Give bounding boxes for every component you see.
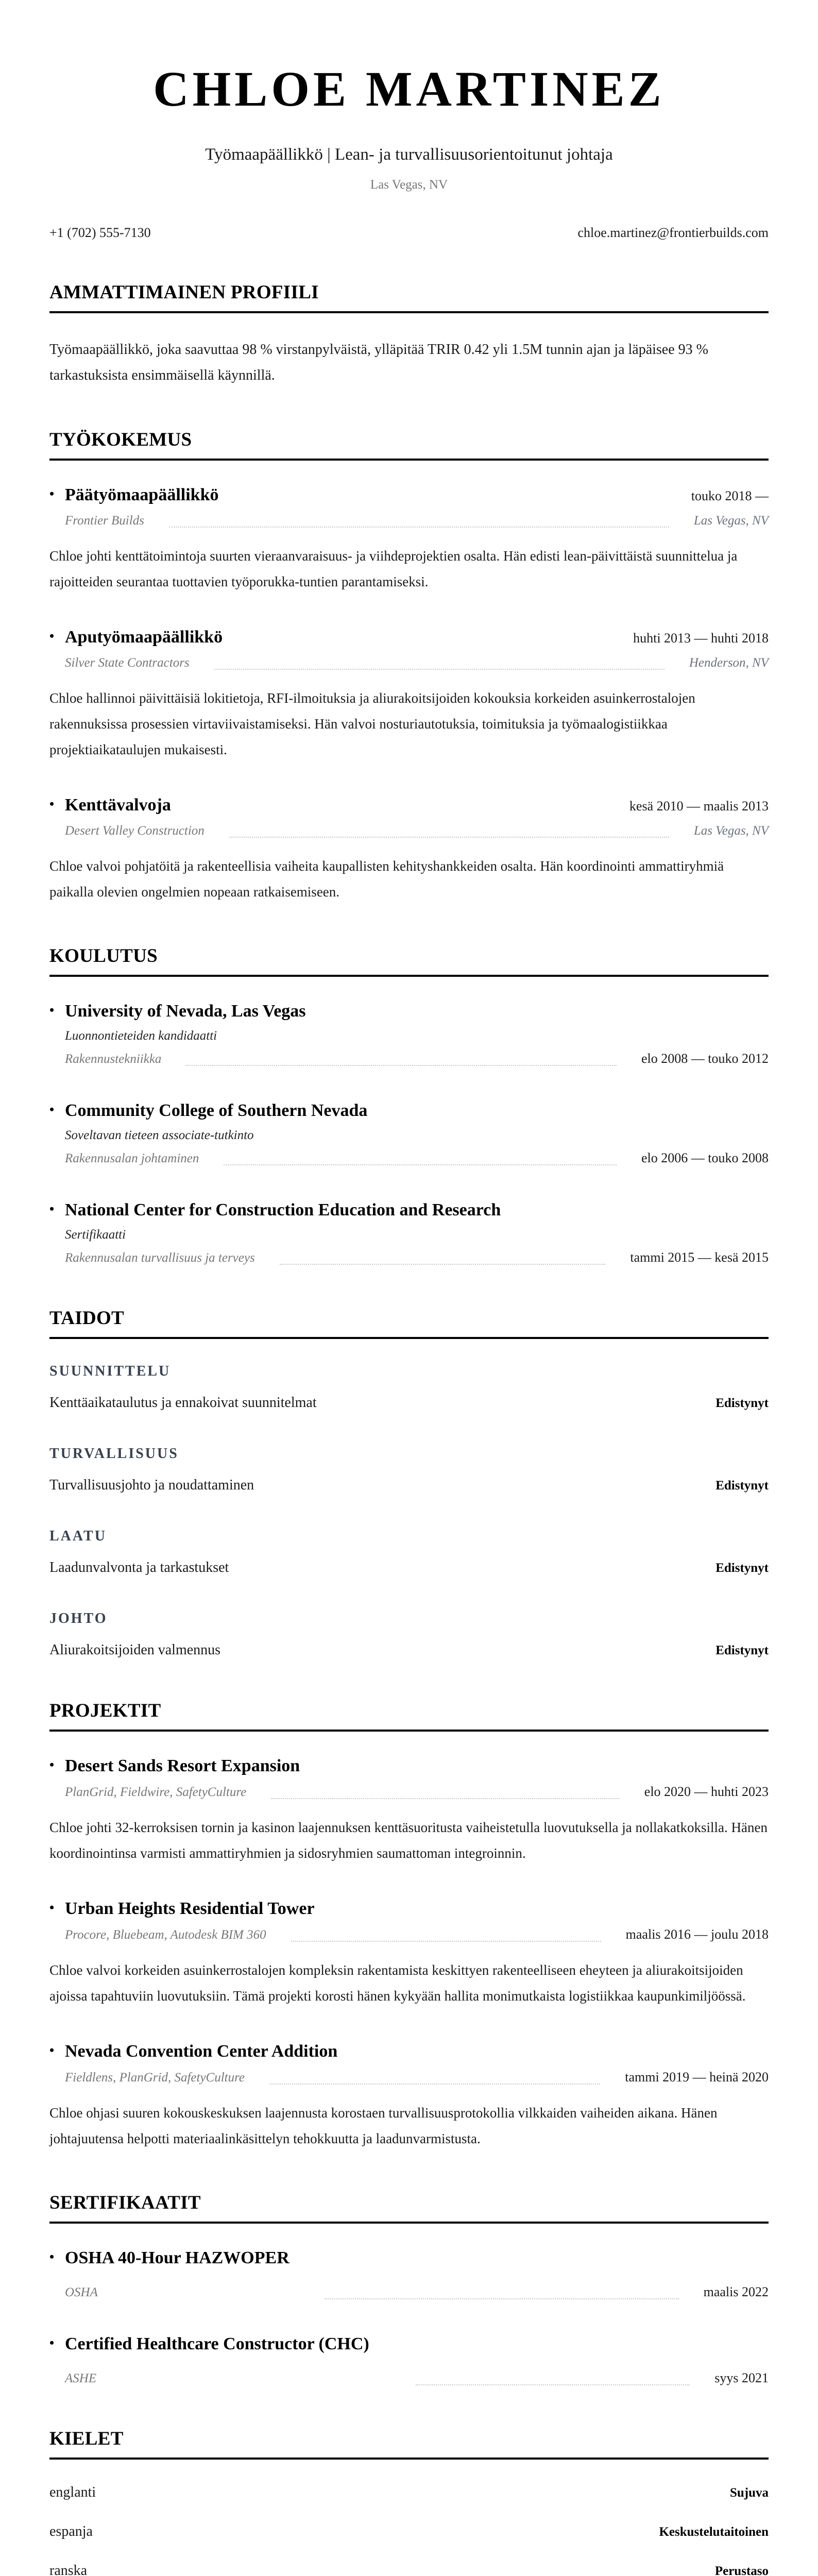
degree: Soveltavan tieteen associate-tutkinto bbox=[65, 1128, 254, 1142]
language-level: Sujuva bbox=[729, 2486, 769, 2500]
header-location: Las Vegas, NV bbox=[370, 178, 448, 192]
phone-number[interactable]: +1 (702) 555-7130 bbox=[49, 225, 151, 240]
job-dates: kesä 2010 — maalis 2013 bbox=[629, 799, 769, 814]
language-name: espanja bbox=[49, 2523, 93, 2539]
section-title: KIELET bbox=[49, 2428, 124, 2449]
project-tools: Procore, Bluebeam, Autodesk BIM 360 bbox=[65, 1928, 266, 1942]
degree: Luonnontieteiden kandidaatti bbox=[65, 1029, 217, 1043]
field-of-study: Rakennustekniikka bbox=[65, 1052, 162, 1066]
section-title: KOULUTUS bbox=[49, 945, 158, 967]
skills-list bbox=[49, 1363, 769, 1659]
dotted-leader bbox=[214, 669, 664, 670]
institution-name: National Center for Construction Education and Research bbox=[65, 1200, 501, 1219]
company-name: Silver State Contractors bbox=[65, 656, 190, 670]
headline: Työmaapäällikkö | Lean- ja turvallisuusorientoitunut johtaja bbox=[205, 145, 613, 164]
bullet-icon: • bbox=[49, 2335, 55, 2350]
certification-name: OSHA 40-Hour HAZWOPER bbox=[65, 2248, 289, 2267]
job-location: Las Vegas, NV bbox=[693, 514, 769, 528]
language-name: ranska bbox=[49, 2563, 88, 2576]
education-item bbox=[49, 1001, 769, 1068]
languages-list bbox=[49, 2483, 769, 2576]
skill-level: Edistynyt bbox=[715, 1561, 769, 1575]
company-name: Desert Valley Construction bbox=[65, 824, 204, 838]
section-divider bbox=[49, 459, 769, 461]
job-title: Kenttävalvoja bbox=[65, 795, 171, 815]
bullet-icon: • bbox=[49, 629, 55, 643]
skill-category: TURVALLISUUS bbox=[49, 1446, 179, 1462]
dotted-leader bbox=[224, 1164, 617, 1165]
bullet-icon: • bbox=[49, 796, 55, 811]
certification-date: syys 2021 bbox=[714, 2370, 769, 2385]
language-name: englanti bbox=[49, 2484, 96, 2500]
skill-level: Edistynyt bbox=[715, 1396, 769, 1410]
bullet-icon: • bbox=[49, 1757, 55, 1772]
certification-issuer: ASHE bbox=[65, 2371, 97, 2385]
bullet-icon: • bbox=[49, 2249, 55, 2264]
skill-group bbox=[49, 1445, 769, 1495]
certification-date: maalis 2022 bbox=[703, 2284, 769, 2299]
job-dates: huhti 2013 — huhti 2018 bbox=[633, 631, 769, 646]
skill-level: Edistynyt bbox=[715, 1643, 769, 1657]
section-profile bbox=[49, 281, 769, 388]
dotted-leader bbox=[416, 2384, 690, 2385]
language-item bbox=[49, 2522, 769, 2541]
language-item bbox=[49, 2483, 769, 2502]
certification-issuer: OSHA bbox=[65, 2285, 98, 2299]
project-dates: tammi 2019 — heinä 2020 bbox=[625, 2070, 769, 2084]
project-tools: PlanGrid, Fieldwire, SafetyCulture bbox=[65, 1785, 247, 1799]
dotted-leader bbox=[325, 2298, 679, 2299]
job-title: Aputyömaapäällikkö bbox=[65, 628, 223, 647]
profile-summary: Työmaapäällikkö, joka saavuttaa 98 % virstanpylväistä, ylläpitää TRIR 0.42 yli 1.5M tunnin ajan ja läpäisee 93 % tarkastuksista ensimmäisellä käynnillä. bbox=[49, 342, 708, 383]
education-dates: elo 2008 — touko 2012 bbox=[641, 1051, 769, 1066]
job-description: Chloe valvoi pohjatöitä ja rakenteellisia vaiheita kaupallisten kehityshankkeiden osalta. Hän koordinointi ammattiryhmiä paikalla olevien ongelmien nopeaan ratkaisemiseen. bbox=[49, 858, 724, 900]
section-projects bbox=[49, 1700, 769, 2151]
education-list bbox=[49, 1001, 769, 1267]
job-location: Las Vegas, NV bbox=[693, 824, 769, 838]
section-divider bbox=[49, 311, 769, 313]
section-divider bbox=[49, 2222, 769, 2224]
institution-name: Community College of Southern Nevada bbox=[65, 1101, 368, 1120]
section-divider bbox=[49, 2458, 769, 2460]
dotted-leader bbox=[186, 1065, 617, 1066]
project-dates: elo 2020 — huhti 2023 bbox=[644, 1784, 769, 1799]
skill-name: Aliurakoitsijoiden valmennus bbox=[49, 1642, 221, 1658]
skill-category: SUUNNITTELU bbox=[49, 1363, 171, 1379]
institution-name: University of Nevada, Las Vegas bbox=[65, 1002, 306, 1021]
resume-header bbox=[49, 0, 769, 241]
section-certifications bbox=[49, 2192, 769, 2387]
language-item bbox=[49, 2562, 769, 2576]
project-dates: maalis 2016 — joulu 2018 bbox=[625, 1927, 769, 1942]
experience-item bbox=[49, 626, 769, 762]
job-dates: touko 2018 — bbox=[691, 488, 769, 503]
section-education bbox=[49, 945, 769, 1267]
certification-name: Certified Healthcare Constructor (CHC) bbox=[65, 2334, 369, 2353]
bullet-icon: • bbox=[49, 1201, 55, 1216]
skill-category: JOHTO bbox=[49, 1611, 108, 1626]
bullet-icon: • bbox=[49, 1900, 55, 1915]
dotted-leader bbox=[229, 837, 669, 838]
project-tools: Fieldlens, PlanGrid, SafetyCulture bbox=[65, 2071, 245, 2084]
section-title: PROJEKTIT bbox=[49, 1700, 161, 1721]
project-description: Chloe valvoi korkeiden asuinkerrostalojen kompleksin rakentamista keskittyen rakenteelliseen eheyteen ja aliurakoitsijoiden ajoissa tapahtuviin luovutuksiin. Tämä projekti korosti hänen kykyään hallita monimutkaista logistiikkaa kaupunkimiljöössä. bbox=[49, 1962, 746, 2004]
language-level: Perustaso bbox=[714, 2564, 769, 2576]
company-name: Frontier Builds bbox=[65, 514, 144, 528]
bullet-icon: • bbox=[49, 486, 55, 501]
project-name: Nevada Convention Center Addition bbox=[65, 2042, 338, 2061]
skill-group bbox=[49, 1363, 769, 1412]
experience-item bbox=[49, 484, 769, 595]
job-title: Päätyömaapäällikkö bbox=[65, 485, 219, 504]
education-item bbox=[49, 1100, 769, 1167]
degree: Sertifikaatti bbox=[65, 1228, 126, 1242]
project-item bbox=[49, 1755, 769, 1866]
job-description: Chloe hallinnoi päivittäisiä lokitietoja, RFI-ilmoituksia ja aliurakoitsijoiden kokouksia korkeiden asuinkerrostalojen rakennuksissa prosessien virtaviivaistamiseksi. Hän valvoi nosturiautotuksia, toimituksia ja työmaalogistiikkaa projektiaikataulujen mukaisesti. bbox=[49, 690, 695, 757]
bullet-icon: • bbox=[49, 1102, 55, 1117]
bullet-icon: • bbox=[49, 1003, 55, 1018]
section-languages bbox=[49, 2428, 769, 2576]
skill-category: LAATU bbox=[49, 1528, 107, 1544]
language-level: Keskustelutaitoinen bbox=[659, 2525, 769, 2539]
candidate-name: CHLOE MARTINEZ bbox=[153, 61, 665, 116]
job-description: Chloe johti kenttätoimintoja suurten vieraanvaraisuus- ja viihdeprojektien osalta. Hän edisti lean-päivittäistä suunnittelua ja rajoitteiden seurantaa tuottavien työporukka-tuntien parantamiseksi. bbox=[49, 548, 738, 589]
section-divider bbox=[49, 1730, 769, 1732]
education-dates: tammi 2015 — kesä 2015 bbox=[630, 1250, 769, 1265]
project-description: Chloe johti 32-kerroksisen tornin ja kasinon laajennuksen kenttäsuoritusta vaiheistetulla luovutuksella ja nollakatkoksilla. Hänen koordinointinsa varmisti ammattiryhmien ja sidosryhmien saumattoman integroinnin. bbox=[49, 1820, 768, 1861]
projects-list bbox=[49, 1755, 769, 2151]
dotted-leader bbox=[291, 1941, 601, 1942]
experience-item bbox=[49, 794, 769, 905]
skill-name: Laadunvalvonta ja tarkastukset bbox=[49, 1560, 229, 1575]
skill-group bbox=[49, 1610, 769, 1659]
skill-level: Edistynyt bbox=[715, 1479, 769, 1493]
section-divider bbox=[49, 1337, 769, 1339]
project-item bbox=[49, 1898, 769, 2009]
project-description: Chloe ohjasi suuren kokouskeskuksen laajennusta korostaen turvallisuusprotokollia vilkkaiden vaiheiden aikana. Hänen johtajuutensa helpotti materiaalinkäsittelyn tehokkuutta ja laadunvarmistusta. bbox=[49, 2105, 718, 2146]
project-name: Desert Sands Resort Expansion bbox=[65, 1756, 300, 1775]
section-title: TYÖKOKEMUS bbox=[49, 429, 192, 450]
skill-name: Turvallisuusjohto ja noudattaminen bbox=[49, 1477, 254, 1493]
skill-name: Kenttäaikataulutus ja ennakoivat suunnitelmat bbox=[49, 1395, 317, 1411]
bullet-icon: • bbox=[49, 2043, 55, 2058]
section-experience bbox=[49, 429, 769, 905]
email-address[interactable]: chloe.martinez@frontierbuilds.com bbox=[577, 225, 769, 240]
experience-list bbox=[49, 484, 769, 905]
education-dates: elo 2006 — touko 2008 bbox=[641, 1150, 769, 1165]
contact-row bbox=[49, 225, 769, 241]
field-of-study: Rakennusalan turvallisuus ja terveys bbox=[65, 1251, 255, 1265]
skill-group bbox=[49, 1528, 769, 1577]
dotted-leader bbox=[280, 1264, 606, 1265]
certification-item bbox=[49, 2333, 769, 2387]
project-item bbox=[49, 2041, 769, 2151]
dotted-leader bbox=[269, 2083, 600, 2084]
section-title: SERTIFIKAATIT bbox=[49, 2192, 201, 2213]
section-title: AMMATTIMAINEN PROFIILI bbox=[49, 282, 319, 303]
certifications-list bbox=[49, 2247, 769, 2387]
section-skills bbox=[49, 1307, 769, 1659]
certification-item bbox=[49, 2247, 769, 2301]
dotted-leader bbox=[271, 1798, 620, 1799]
section-title: TAIDOT bbox=[49, 1308, 125, 1329]
dotted-leader bbox=[169, 527, 669, 528]
job-location: Henderson, NV bbox=[689, 656, 769, 670]
section-divider bbox=[49, 975, 769, 977]
project-name: Urban Heights Residential Tower bbox=[65, 1899, 315, 1918]
field-of-study: Rakennusalan johtaminen bbox=[65, 1151, 199, 1165]
education-item bbox=[49, 1199, 769, 1267]
